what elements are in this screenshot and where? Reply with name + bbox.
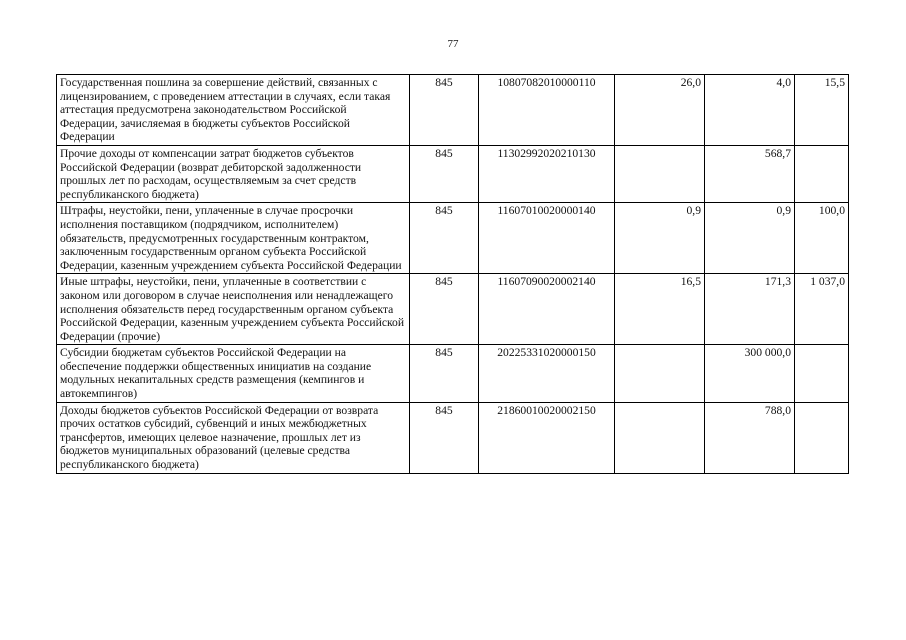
revenue-description: Субсидии бюджетам субъектов Российской Федерации на обеспечение поддержки общественных инициатив на создание модульных некапитальных средств размещения (кемпингов и автокемпингов) <box>57 345 410 402</box>
budget-classification-code: 11607090020002140 <box>479 274 615 345</box>
percent-column: 100,0 <box>795 203 849 274</box>
percent-column <box>795 345 849 402</box>
amount-column-2: 4,0 <box>705 75 795 146</box>
percent-column: 15,5 <box>795 75 849 146</box>
amount-column-2: 0,9 <box>705 203 795 274</box>
amount-column-1 <box>615 145 705 202</box>
administrator-code: 845 <box>410 203 479 274</box>
revenue-description: Штрафы, неустойки, пени, уплаченные в случае просрочки исполнения поставщиком (подрядчиком, исполнителем) обязательств, предусмотренных государственным контрактом, заключенным государственным органом субъекта Российской Федерации, казенным учреждением субъекта Российской Федерации <box>57 203 410 274</box>
amount-column-1: 0,9 <box>615 203 705 274</box>
amount-column-1: 26,0 <box>615 75 705 146</box>
budget-classification-code: 11607010020000140 <box>479 203 615 274</box>
amount-column-2: 300 000,0 <box>705 345 795 402</box>
administrator-code: 845 <box>410 345 479 402</box>
revenue-description: Государственная пошлина за совершение действий, связанных с лицензированием, с проведением аттестации в случаях, если такая аттестация предусмотрена законодательством Российской Федерации, зачисляемая в бюджеты субъектов Российской Федерации <box>57 75 410 146</box>
amount-column-1 <box>615 402 705 473</box>
table-row <box>57 274 849 345</box>
amount-column-2: 171,3 <box>705 274 795 345</box>
budget-classification-code: 20225331020000150 <box>479 345 615 402</box>
revenue-table <box>56 74 849 474</box>
revenue-description: Прочие доходы от компенсации затрат бюджетов субъектов Российской Федерации (возврат дебиторской задолженности прошлых лет по расходам, осуществляемым за счет средств республиканского бюджета) <box>57 145 410 202</box>
administrator-code: 845 <box>410 75 479 146</box>
budget-classification-code: 10807082010000110 <box>479 75 615 146</box>
percent-column <box>795 402 849 473</box>
revenue-description: Иные штрафы, неустойки, пени, уплаченные в соответствии с законом или договором в случае неисполнения или ненадлежащего исполнения обязательств перед государственным органом субъекта Российской Федерации, казенным учреждением субъекта Российской Федерации (прочие) <box>57 274 410 345</box>
table-row <box>57 145 849 202</box>
administrator-code: 845 <box>410 402 479 473</box>
percent-column <box>795 145 849 202</box>
amount-column-1 <box>615 345 705 402</box>
page-number: 77 <box>447 38 459 50</box>
administrator-code: 845 <box>410 145 479 202</box>
table-row <box>57 75 849 146</box>
percent-column: 1 037,0 <box>795 274 849 345</box>
table-row <box>57 402 849 473</box>
budget-classification-code: 11302992020210130 <box>479 145 615 202</box>
amount-column-2: 568,7 <box>705 145 795 202</box>
revenue-description: Доходы бюджетов субъектов Российской Федерации от возврата прочих остатков субсидий, субвенций и иных межбюджетных трансфертов, имеющих целевое назначение, прошлых лет из бюджетов муниципальных образований (целевые средства республиканского бюджета) <box>57 402 410 473</box>
table-row <box>57 203 849 274</box>
amount-column-2: 788,0 <box>705 402 795 473</box>
administrator-code: 845 <box>410 274 479 345</box>
table-row <box>57 345 849 402</box>
budget-classification-code: 21860010020002150 <box>479 402 615 473</box>
amount-column-1: 16,5 <box>615 274 705 345</box>
